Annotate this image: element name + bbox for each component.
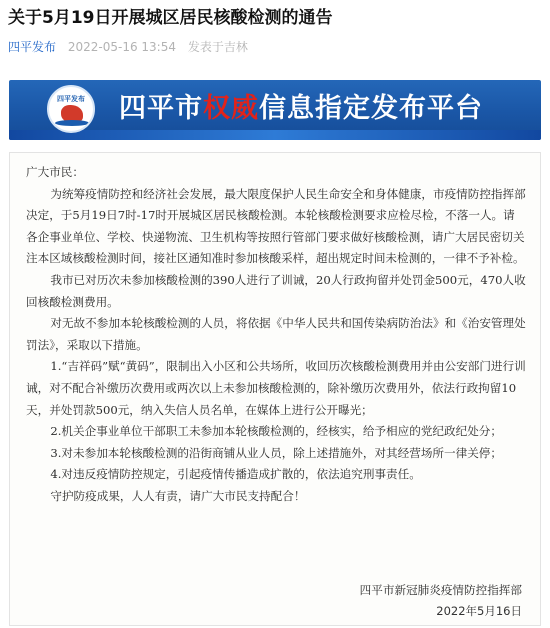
banner-stripe [9,130,541,140]
notice-salutation: 广大市民： [26,165,84,179]
notice-date: 2022年5月16日 [436,604,522,618]
notice-measure-item: 1.“吉祥码”赋“黄码”，限制出入小区和公共场所，收回历次核酸检测费用并由公安部门进行训诫，对不配合补缴历次费用或两次以上未参加核酸检测的，除补缴历次费用外，依法行政拘留10天，并处罚款500元，纳入失信人员名单，在媒体上进行公开曝光； [26,359,526,417]
notice-measure-item: 3.对未参加本轮核酸检测的沿街商铺从业人员，除上述措施外，对其经营场所一律关停； [50,445,502,460]
notice-signatory: 四平市新冠肺炎疫情防控指挥部 [359,583,522,597]
notice-measure-item: 4.对违反疫情防控规定，引起疫情传播造成扩散的，依法追究刑事责任。 [50,467,421,482]
article-meta [8,38,248,56]
article-title: 关于5月19日开展城区居民核酸检测的通告 [8,8,333,28]
account-name-link[interactable]: 四平发布 [8,40,57,54]
headline-highlight: 权威 [203,93,259,124]
publish-time: 2022-05-16 13:54 [67,40,176,54]
notice-paragraph: 我市已对历次未参加核酸检测的390人进行了训诫，20人行政拘留并处罚金500元，470人收回核酸检测费用。 [26,272,526,309]
banner-headline [119,92,531,126]
platform-banner [9,80,541,140]
notice-measure-item: 2.机关企事业单位干部职工未参加本轮核酸检测的，经核实，给予相应的党纪政纪处分； [50,424,502,439]
headline-part-2: 信息指定发布平台 [259,93,483,124]
headline-part-1: 四平市 [119,93,203,124]
siping-fabu-logo [47,85,95,133]
notice-closing: 守护防疫成果，人人有责，请广大市民支持配合！ [50,488,306,503]
publish-location: 发表于吉林 [187,40,248,54]
notice-document [9,152,541,626]
logo-base-shape [55,120,89,126]
logo-text: 四平发布 [57,95,85,103]
notice-paragraph: 为统筹疫情防控和经济社会发展，最大限度保护人民生命安全和身体健康，市疫情防控指挥部决定，于5月19日7时-17时开展城区居民核酸检测。本轮核酸检测要求应检尽检，不落一人。请各企事业单位、学校、快递物流、卫生机构等按照行管部门要求做好核酸检测，请广大居民密切关注本区域核酸检测时间，接社区通知准时参加核酸采样，超出规定时间未检测的，一律不予补检。 [26,186,526,266]
notice-paragraph: 对无故不参加本轮核酸检测的人员，将依据《中华人民共和国传染病防治法》和《治安管理处罚法》，采取以下措施。 [26,316,526,352]
notice-body [26,162,526,508]
